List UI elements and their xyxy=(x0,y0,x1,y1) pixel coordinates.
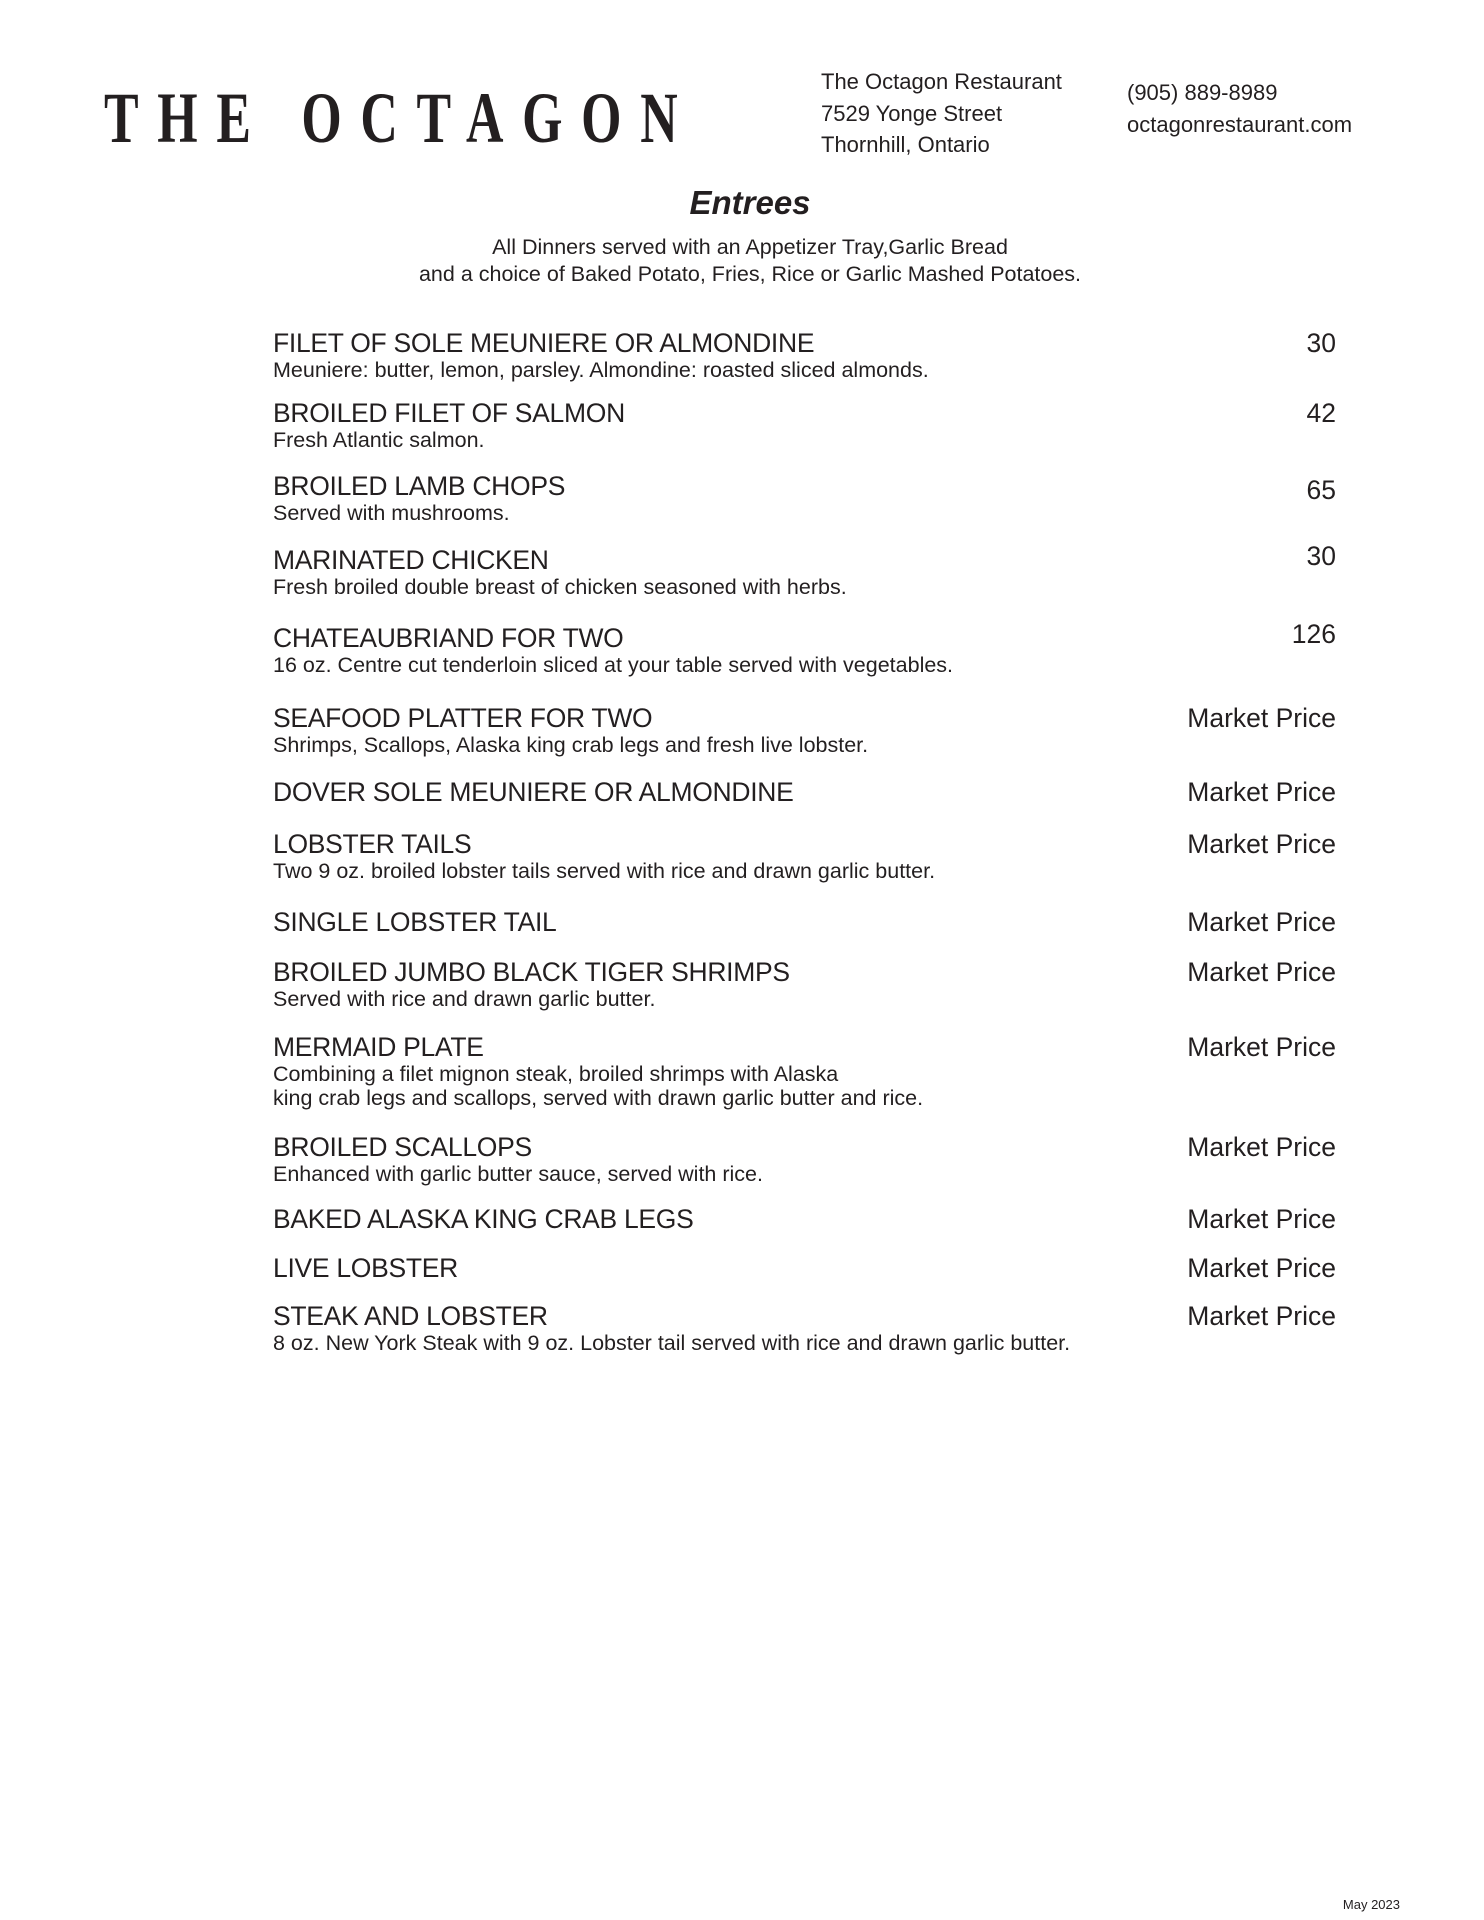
menu-item-name: BROILED JUMBO BLACK TIGER SHRIMPS xyxy=(273,957,790,987)
intro-line: and a choice of Baked Potato, Fries, Rice or Garlic Mashed Potatoes. xyxy=(418,262,1082,286)
menu-item-description: Enhanced with garlic butter sauce, served with rice. xyxy=(273,1162,763,1186)
menu-item-price: Market Price xyxy=(1187,957,1336,987)
restaurant-logo: THE OCTAGON xyxy=(104,78,697,158)
menu-item-description: Combining a filet mignon steak, broiled shrimps with Alaska xyxy=(273,1062,839,1086)
menu-item xyxy=(273,1253,1336,1283)
menu-item-name: LIVE LOBSTER xyxy=(273,1253,458,1283)
menu-item xyxy=(273,619,1336,677)
menu-item-description: 8 oz. New York Steak with 9 oz. Lobster tail served with rice and drawn garlic butter. xyxy=(273,1331,1071,1355)
menu-item-name: FILET OF SOLE MEUNIERE OR ALMONDINE xyxy=(273,328,815,358)
entree-list xyxy=(273,0,1336,1400)
menu-item-name: BAKED ALASKA KING CRAB LEGS xyxy=(273,1204,694,1234)
menu-item-price: Market Price xyxy=(1187,1204,1336,1234)
menu-item-price: 126 xyxy=(1291,619,1336,649)
menu-item-description: Fresh broiled double breast of chicken seasoned with herbs. xyxy=(273,575,847,599)
address-line-name: The Octagon Restaurant xyxy=(821,69,1062,94)
menu-item-name: CHATEAUBRIAND FOR TWO xyxy=(273,623,624,653)
menu-item xyxy=(273,703,1336,757)
menu-item xyxy=(273,777,1336,807)
menu-item-name: BROILED LAMB CHOPS xyxy=(273,471,566,501)
menu-item-description: Fresh Atlantic salmon. xyxy=(273,428,485,452)
address-line-city: Thornhill, Ontario xyxy=(821,132,990,157)
menu-item-price: Market Price xyxy=(1187,1301,1336,1331)
menu-item-price: Market Price xyxy=(1187,1132,1336,1162)
menu-item-description: 16 oz. Centre cut tenderloin sliced at your table served with vegetables. xyxy=(273,653,954,677)
menu-date: May 2023 xyxy=(1342,1897,1400,1912)
menu-item xyxy=(273,829,1336,883)
menu-item xyxy=(273,1204,1336,1234)
menu-item-description: Shrimps, Scallops, Alaska king crab legs and fresh live lobster. xyxy=(273,733,869,757)
menu-item-price: Market Price xyxy=(1187,829,1336,859)
menu-item-name: DOVER SOLE MEUNIERE OR ALMONDINE xyxy=(273,777,794,807)
menu-item-price: 42 xyxy=(1306,398,1336,428)
website: octagonrestaurant.com xyxy=(1127,111,1353,137)
menu-item-description: Two 9 oz. broiled lobster tails served with rice and drawn garlic butter. xyxy=(273,859,936,883)
menu-item-price: Market Price xyxy=(1187,1032,1336,1062)
menu-item-price: Market Price xyxy=(1187,703,1336,733)
menu-item-name: STEAK AND LOBSTER xyxy=(273,1301,548,1331)
menu-item-name: MERMAID PLATE xyxy=(273,1032,484,1062)
menu-item-name: BROILED FILET OF SALMON xyxy=(273,398,625,428)
menu-item-name: BROILED SCALLOPS xyxy=(273,1132,532,1162)
menu-item xyxy=(273,398,1336,452)
menu-item xyxy=(273,471,1336,525)
menu-item-description: Served with rice and drawn garlic butter. xyxy=(273,987,656,1011)
menu-item xyxy=(273,907,1336,937)
menu-item-name: SEAFOOD PLATTER FOR TWO xyxy=(273,703,653,733)
menu-item-price: 30 xyxy=(1306,541,1336,571)
menu-item-price: 65 xyxy=(1306,475,1336,505)
menu-item-description: Served with mushrooms. xyxy=(273,501,510,525)
menu-item-description: Meuniere: butter, lemon, parsley. Almondine: roasted sliced almonds. xyxy=(273,358,929,382)
menu-item xyxy=(273,1132,1336,1186)
menu-item xyxy=(273,957,1336,1011)
menu-item xyxy=(273,1301,1336,1355)
section-title: Entrees xyxy=(689,184,811,221)
menu-item-price: Market Price xyxy=(1187,907,1336,937)
menu-item-name: MARINATED CHICKEN xyxy=(273,545,549,575)
address-line-street: 7529 Yonge Street xyxy=(821,100,1003,126)
menu-item-price: 30 xyxy=(1306,328,1336,358)
menu-item-name: SINGLE LOBSTER TAIL xyxy=(273,907,557,937)
menu-item xyxy=(273,541,1336,599)
intro-line: All Dinners served with an Appetizer Tray,Garlic Bread xyxy=(492,235,1008,259)
phone-number: (905) 889-8989 xyxy=(1127,80,1278,105)
menu-item xyxy=(273,1032,1336,1110)
menu-item xyxy=(273,328,1336,382)
menu-item-name: LOBSTER TAILS xyxy=(273,829,472,859)
menu-item-price: Market Price xyxy=(1187,777,1336,807)
menu-item-description: king crab legs and scallops, served with drawn garlic butter and rice. xyxy=(273,1086,924,1110)
menu-item-price: Market Price xyxy=(1187,1253,1336,1283)
